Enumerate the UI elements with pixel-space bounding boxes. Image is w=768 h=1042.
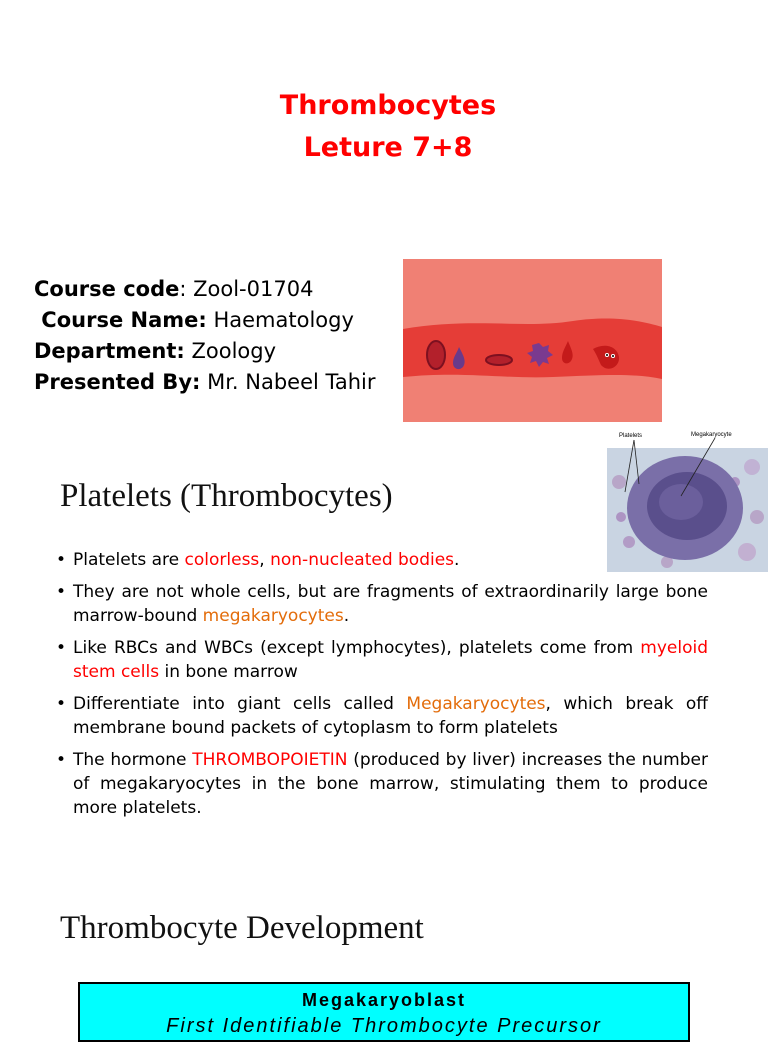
text: , [259,550,271,570]
highlight: Megakaryocytes [406,694,546,714]
department-row [34,336,376,367]
text: Differentiate into giant cells called [73,694,407,714]
text: in bone marrow [159,662,298,682]
list-item [56,580,708,628]
box-title: Megakaryoblast [301,990,467,1010]
text: They are not whole cells, but are fragments of extraordinarily large bone marrow-bound [73,582,708,626]
list-item [56,748,708,820]
presenter-label: Presented By: [34,370,201,394]
text: Like RBCs and WBCs (except lymphocytes), platelets come from [73,638,641,658]
course-name-value: Haematology [213,308,354,332]
lecture-number: Leture 7+8 [303,132,473,163]
course-code-row [34,274,376,305]
platelet-facts-list [56,548,708,828]
text: . [343,606,350,626]
department-value: Zoology [191,339,277,363]
highlight: megakaryocytes [202,606,344,626]
highlight: non-nucleated bodies [270,550,455,570]
highlight: myeloid stem cells [73,638,708,682]
text: , which break off membrane bound packets of cytoplasm to form platelets [73,694,708,738]
course-name-row [34,305,376,336]
text: The hormone [73,750,193,770]
list-item [56,692,708,740]
highlight: THROMBOPOIETIN [192,750,348,770]
label-platelets: Platelets [619,433,643,439]
presenter-value: Mr. Nabeel Tahir [207,370,376,394]
course-name-label: Course Name: [34,308,207,332]
course-info [34,274,376,398]
course-code-sep: : [179,277,194,301]
list-item [56,636,708,684]
course-code-value: Zool-01704 [193,277,314,301]
blood-vessel-illustration [403,259,662,422]
label-megakaryocyte: Megakaryocyte [691,432,732,438]
section-heading-platelets: Platelets (Thrombocytes) [60,478,393,514]
text: Platelets are [73,550,185,570]
presenter-row [34,367,376,398]
box-subtitle: First Identifiable Thrombocyte Precursor [166,1015,602,1037]
text: (produced by liver) increases the number of megakaryocytes in the bone marrow, stimulating them to produce more platelets. [73,750,708,818]
list-item [56,548,708,572]
text: . [454,550,460,570]
slide-title: Thrombocytes [279,90,497,121]
department-label: Department: [34,339,185,363]
section-heading-development: Thrombocyte Development [60,910,424,946]
megakaryoblast-box [78,982,690,1042]
course-code-label: Course code [34,277,180,301]
highlight: colorless [184,550,260,570]
